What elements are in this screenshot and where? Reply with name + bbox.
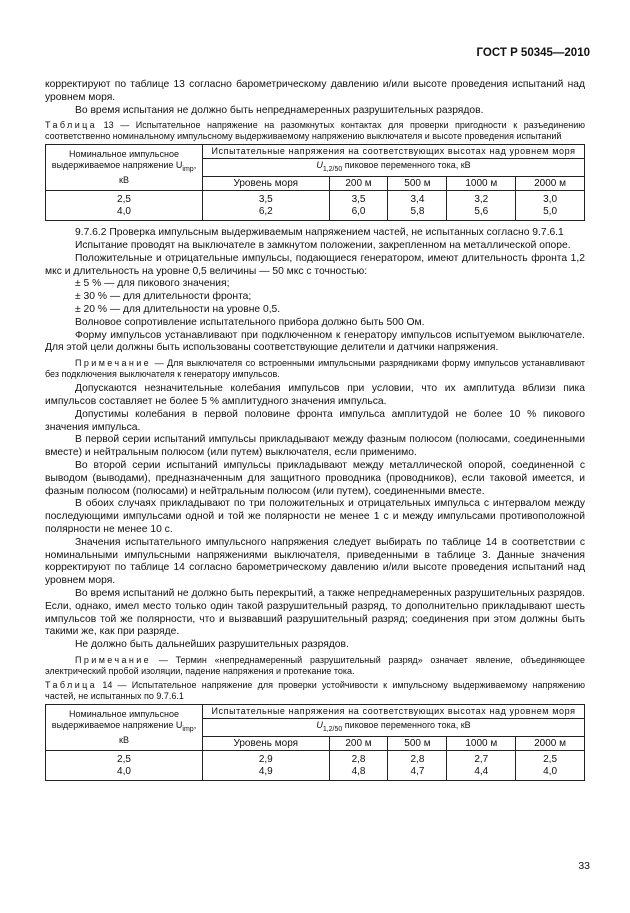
page-content [45, 79, 585, 787]
table14-level-sea: Уровень моря [203, 736, 330, 750]
note-label: Примечание [75, 358, 152, 369]
table14-level-200: 200 м [329, 736, 388, 750]
table14-group-header: Испытательные напряжения на соответствующих высотах над уровнем моря [203, 704, 585, 718]
table14-cell: 2,7 4,4 [447, 750, 516, 780]
table13-cell: 3,0 5,0 [516, 191, 585, 221]
intro-paragraph: корректируют по таблице 13 согласно барометрическому давлению и/или высоте проведения испытаний над уровнем моря. [45, 79, 585, 103]
note-label: Примечание [75, 654, 152, 665]
table14-number: 14 [102, 679, 113, 690]
tolerance-item: ± 30 % — для длительности фронта; [75, 291, 252, 303]
table14-rated-cell: 2,5 4,0 [46, 750, 203, 780]
paragraph: Волновое сопротивление испытательного прибора должно быть 500 Ом. [75, 316, 425, 328]
table13-cell: 3,4 5,8 [388, 191, 447, 221]
table14-rated-voltage-header: Номинальное импульсное выдерживаемое напряжение $U_{imp}$, кВ [46, 704, 203, 750]
table14-data-row [46, 750, 585, 780]
note-1: Примечание — Для выключателя со встроенными импульсными разрядниками форму импульсов устанавливают без подключения выключателя к генератору импульсов. [45, 358, 585, 380]
paragraph: В обоих случаях прикладывают по три положительных и отрицательных импульса с интервалом между последующими импульсами одной и той же полярности не менее 1 с и между импульсами противоположной полярности не менее 10 с. [45, 498, 585, 535]
page-number: 33 [578, 860, 590, 872]
paragraph: Не должно быть дальнейших разрушительных разрядов. [75, 639, 349, 651]
paragraph: Допускаются незначительные колебания импульсов при условии, что их амплитуда вблизи пика импульсов составляет не более 5 % амплитудного значения импульса. [45, 383, 585, 407]
table14-caption [45, 680, 585, 702]
table13-data-row [46, 191, 585, 221]
table13-group-header: Испытательные напряжения на соответствующих высотах над уровнем моря [203, 145, 585, 159]
table-13 [45, 144, 585, 221]
table14-sub-header: $U_{1,2/50}$ пиковое переменного тока, кВ [203, 718, 585, 736]
table13-level-1000: 1000 м [447, 177, 516, 191]
table13-caption [45, 120, 585, 142]
table14-cell: 2,8 4,7 [388, 750, 447, 780]
table14-level-2000: 2000 м [516, 736, 585, 750]
table14-cell: 2,5 4,0 [516, 750, 585, 780]
table13-word: Таблица [45, 120, 98, 131]
table13-cell: 3,2 5,6 [447, 191, 516, 221]
tolerance-item: ± 20 % — для длительности на уровне 0,5. [75, 303, 281, 315]
table14-level-1000: 1000 м [447, 736, 516, 750]
table-14 [45, 704, 585, 781]
paragraph: Положительные и отрицательные импульсы, подающиеся генератором, имеют длительность фронта 1,2 мкс и длительность на уровне 0,5 величины — 50 мкс с точностью: [45, 252, 585, 277]
table14-caption-text: — Испытательное напряжение для проверки устойчивости к импульсному выдерживаемому напряжению частей, не испытанных по 9.7.6.1 [45, 679, 585, 701]
table13-caption-text: — Испытательное напряжение на разомкнутых контактах для проверки пригодности к разъединению соответственно номинальному импульсному выдерживаемому напряжению выключателя и высоте проведения испытаний [45, 120, 585, 142]
table13-cell: 3,5 6,2 [203, 191, 330, 221]
intro-paragraph-2: Во время испытания не должно быть непреднамеренных разрушительных разрядов. [75, 104, 484, 116]
paragraph: Допустимы колебания в первой половине фронта импульса амплитудой не более 10 % пикового значения импульса. [45, 408, 585, 433]
paragraph: В первой серии испытаний импульсы прикладывают между фазным полюсом (полюсами, соединенными вместе) и нейтральным полюсом (или путем) выключателя, если применимо. [45, 434, 585, 459]
standard-header: ГОСТ Р 50345—2010 [476, 47, 590, 59]
table14-level-500: 500 м [388, 736, 447, 750]
paragraph: Во второй серии испытаний импульсы прикладывают между металлической опорой, соединенной с выводом (выводами), предназначенным для защитного проводника (проводников), если таковой имеется, и фазным полюсом (полюсами) и нейтральным полюсом (или путем), соединенными вместе. [45, 459, 585, 497]
table13-cell: 3,5 6,0 [329, 191, 388, 221]
table13-level-2000: 2000 м [516, 177, 585, 191]
paragraph: Значения испытательного импульсного напряжения следует выбирать по таблице 14 в соответствии с номинальными импульсными напряжениями выключателя, приведенными в таблице 3. Данные значения корректируют по таблице 14 согласно барометрическому давлению и/или высоте проведения испытаний над уровнем моря. [45, 536, 585, 587]
table14-cell: 2,9 4,9 [203, 750, 330, 780]
table13-sub-header: $U_{1,2/50}$ пиковое переменного тока, кВ [203, 159, 585, 177]
table13-level-sea: Уровень моря [203, 177, 330, 191]
table13-number: 13 [103, 120, 114, 131]
paragraph: Испытание проводят на выключателе в замкнутом положении, закрепленном на металлической опоре. [75, 239, 571, 251]
table13-rated-cell: 2,5 4,0 [46, 191, 203, 221]
table14-cell: 2,8 4,8 [329, 750, 388, 780]
paragraph: Во время испытаний не должно быть перекрытий, а также непреднамеренных разрушительных разрядов. Если, однако, имел место только один такой разрушительный разряд, то дополнительно прикладывают шесть импульсов той же полярности, что и вызвавший разрушительный разряд; соединения при этом должны быть такими же, как при разряде. [45, 587, 585, 638]
table14-word: Таблица [45, 679, 98, 690]
table13-level-500: 500 м [388, 177, 447, 191]
note-2: Примечание — Термин «непреднамеренный разрушительный разряд» означает явление, объединяющее электрический пробой изоляции, падение напряжения и протекание тока. [45, 654, 585, 676]
paragraph: Форму импульсов устанавливают при подключенном к генератору импульсов испытуемом выключателе. Для этой цели должны быть использованы соответствующие делители и датчики напряжения. [45, 329, 585, 354]
table13-level-200: 200 м [329, 177, 388, 191]
tolerance-item: ± 5 % — для пикового значения; [75, 278, 230, 290]
section-heading: 9.7.6.2 Проверка импульсным выдерживаемым напряжением частей, не испытанных согласно 9.7.6.1 [75, 227, 564, 239]
table13-rated-voltage-header: Номинальное импульсное выдерживаемое напряжение $U_{imp}$, кВ [46, 145, 203, 191]
